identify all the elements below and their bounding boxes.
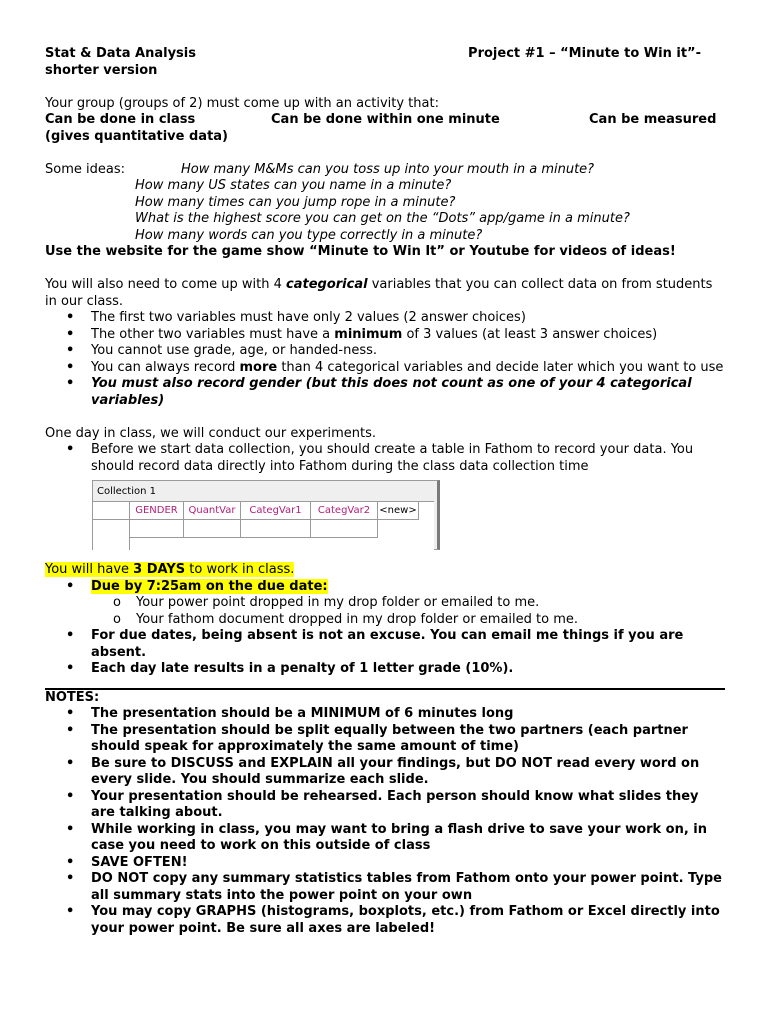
list-item: [45, 579, 725, 596]
fathom-column-header: CategVar1: [241, 502, 311, 520]
list-item: • Each day late results in a penalty of 1 letter grade (10%).: [45, 661, 725, 678]
fathom-row-header: [93, 502, 130, 520]
fathom-cell: [241, 520, 311, 538]
note-item: • The presentation should be split equally between the two partners (each partner should speak for approximately the same amount of time): [45, 723, 725, 756]
list-item: • Before we start data collection, you should create a table in Fathom to record your data. You should record data directly into Fathom during the class data collection time: [45, 442, 725, 475]
note-item: • Be sure to DISCUSS and EXPLAIN all your findings, but DO NOT read every word on every slide. You should summarize each slide.: [45, 756, 725, 789]
list-item: • For due dates, being absent is not an excuse. You can email me things if you are absent.: [45, 628, 725, 661]
fathom-column-header: GENDER: [130, 502, 184, 520]
fathom-cell: [130, 520, 184, 538]
item-bold: minimum: [334, 326, 403, 342]
criteria-row: [45, 112, 725, 129]
ideas-label: Some ideas:: [45, 161, 125, 177]
idea-item: What is the highest score you can get on the “Dots” app/game in a minute?: [135, 211, 630, 226]
note-item: • You may copy GRAPHS (histograms, boxplots, etc.) from Fathom or Excel directly into your power point. Be sure all axes are labeled!: [45, 904, 725, 937]
fathom-collection-title: Collection 1: [97, 486, 157, 497]
idea-item: How many words can you type correctly in a minute?: [135, 227, 483, 243]
list-item: • You must also record gender (but this does not count as one of your 4 categorical variables): [45, 376, 725, 409]
sub-item: o Your power point dropped in my drop folder or emailed to me.: [45, 595, 725, 612]
intro-line: Your group (groups of 2) must come up with an activity that:: [45, 95, 439, 111]
sub-item: o Your fathom document dropped in my drop folder or emailed to me.: [45, 612, 725, 629]
note-item: • SAVE OFTEN!: [45, 855, 725, 872]
fathom-new-column: <new>: [378, 502, 419, 520]
list-item: [45, 327, 725, 344]
item-text: The other two variables must have a: [91, 326, 335, 342]
criterion-measured-cont: (gives quantitative data): [45, 128, 228, 144]
fathom-divider: [129, 502, 130, 550]
project-subtitle: shorter version: [45, 62, 158, 78]
fathom-column-header: CategVar2: [311, 502, 378, 520]
list-item: • You cannot use grade, age, or handed-ness.: [45, 343, 725, 360]
categorical-pre: You will also need to come up with 4: [45, 277, 287, 292]
header-row: [45, 46, 725, 63]
schedule-list: [45, 579, 725, 678]
note-item: • The presentation should be a MINIMUM of 6 minutes long: [45, 706, 725, 723]
idea-item: How many times can you jump rope in a minute?: [135, 194, 456, 210]
course-title: Stat & Data Analysis: [45, 46, 196, 61]
note-item: • While working in class, you may want to bring a flash drive to save your work on, in case you need to work on this outside of class: [45, 822, 725, 855]
item-text: You can always record: [91, 359, 240, 375]
schedule-days: 3 DAYS: [133, 562, 186, 577]
list-item: [45, 360, 725, 377]
fathom-column-header: QuantVar: [184, 502, 241, 520]
schedule-post: to work in class.: [185, 562, 295, 577]
criterion-measured: Can be measured: [589, 112, 717, 127]
note-item: • Your presentation should be rehearsed. Each person should know what slides they are talking about.: [45, 789, 725, 822]
fathom-cell: [184, 520, 241, 538]
categorical-word: categorical: [286, 277, 368, 292]
item-text: than 4 categorical variables and decide later which you want to use: [277, 359, 724, 375]
schedule-highlight: [45, 562, 294, 577]
list-item: • The first two variables must have only 2 values (2 answer choices): [45, 310, 725, 327]
fathom-cell: [311, 520, 378, 538]
schedule-pre: You will have: [45, 562, 134, 577]
criterion-one-minute: Can be done within one minute: [271, 112, 500, 127]
idea-item: How many M&Ms can you toss up into your mouth in a minute?: [181, 161, 595, 177]
website-tip: Use the website for the game show “Minute to Win It” or Youtube for videos of ideas!: [45, 244, 676, 259]
due-date-text: Due by 7:25am on the due date:: [91, 578, 328, 594]
document-page: [45, 46, 725, 937]
item-text: of 3 values (at least 3 answer choices): [402, 326, 658, 342]
fathom-grid: [93, 501, 434, 550]
ideas-block: [45, 162, 725, 245]
categorical-list: [45, 310, 725, 409]
notes-list: [45, 706, 725, 937]
note-item: • DO NOT copy any summary statistics tables from Fathom onto your power point. Type all summary stats into the power point on your own: [45, 871, 725, 904]
project-title: Project #1 – “Minute to Win it”-: [468, 46, 701, 61]
idea-item: How many US states can you name in a minute?: [135, 178, 452, 193]
schedule-line: [45, 562, 725, 579]
fathom-table-image: [92, 480, 440, 550]
criterion-in-class: Can be done in class: [45, 112, 196, 127]
notes-heading: NOTES:: [45, 689, 100, 705]
item-bold: more: [239, 359, 278, 375]
experiments-line: One day in class, we will conduct our experiments.: [45, 425, 376, 441]
categorical-intro: [45, 277, 725, 310]
experiments-list: [45, 442, 725, 475]
categorical-post: variables that you can collect data on from students in our class.: [45, 277, 713, 309]
